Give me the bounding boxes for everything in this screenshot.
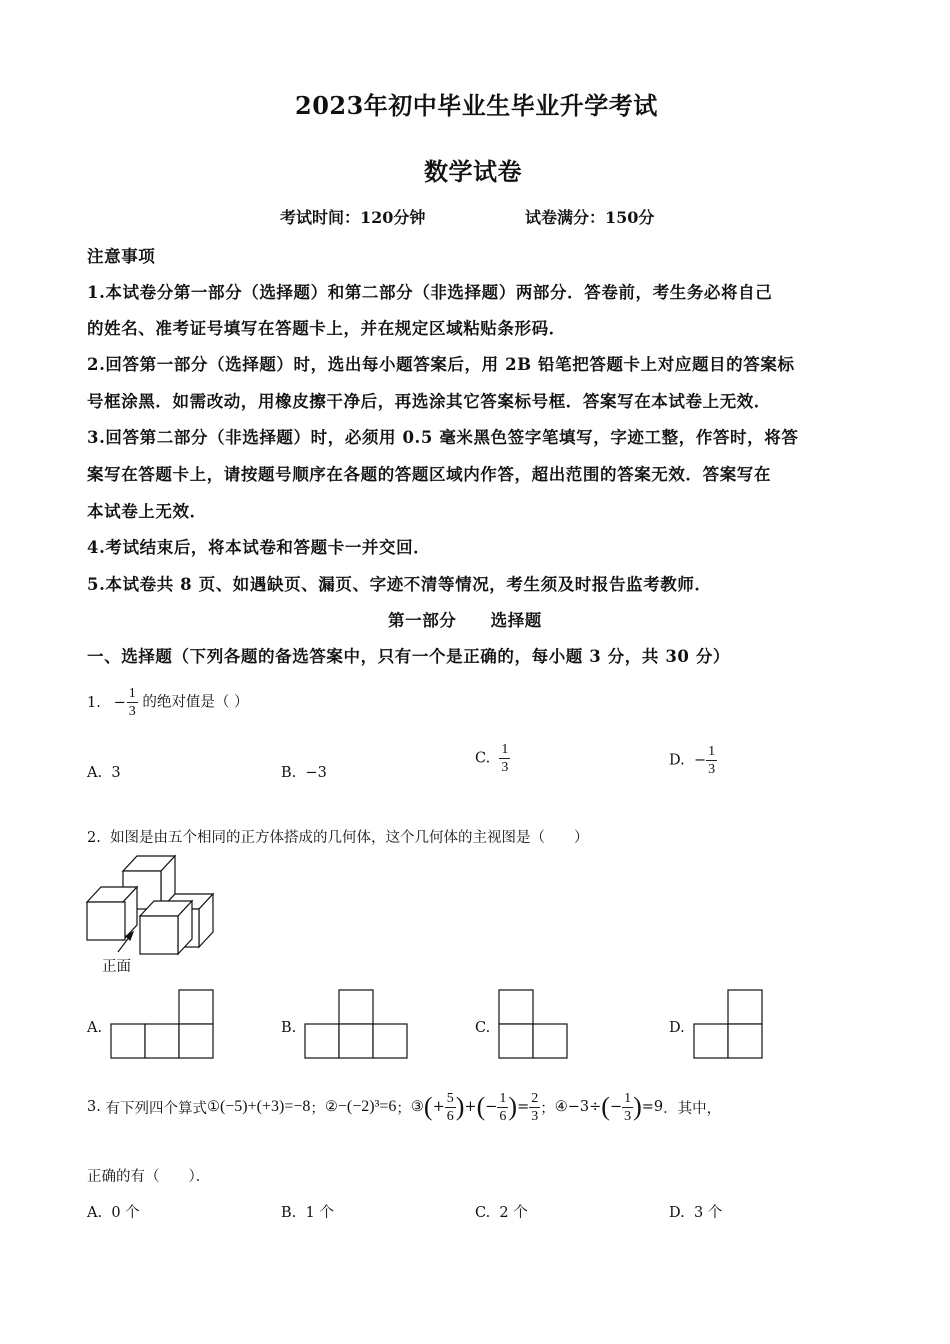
q3-option-label: A. xyxy=(87,1205,103,1221)
fraction-num: 1 xyxy=(624,1090,632,1106)
sign: + xyxy=(432,1099,445,1115)
q1-option-d xyxy=(669,744,717,777)
fraction-num: 1 xyxy=(708,744,716,759)
q1-fraction xyxy=(114,686,138,719)
q3-separator: ； xyxy=(396,1100,411,1117)
q1-option-label: A. xyxy=(87,765,103,781)
notice-heading: 注意事项 xyxy=(87,247,156,266)
section-heading: 一、选择题（下列各题的备选答案中，只有一个是正确的，每小题 3 分，共 30 分） xyxy=(87,647,731,666)
q2-front-label: 正面 xyxy=(102,959,131,975)
fraction-den: 3 xyxy=(531,1108,539,1124)
q1-option-c xyxy=(475,742,510,775)
fraction-num: 5 xyxy=(446,1090,454,1106)
q2-option-a-label: A. xyxy=(87,1020,103,1036)
fraction-num: 1 xyxy=(501,742,509,757)
exam-title: 2023年初中毕业生毕业升学考试 xyxy=(295,91,658,120)
q3-option-label: B. xyxy=(281,1205,297,1221)
q1-fraction-sign: − xyxy=(113,694,126,711)
q2-number: 2. xyxy=(87,830,101,846)
fraction-sign: − xyxy=(693,752,707,769)
q1-option-b xyxy=(281,765,327,781)
notice-line: 本试卷上无效． xyxy=(87,502,207,521)
fraction-den: 6 xyxy=(499,1108,507,1124)
q1-option-value: −3 xyxy=(305,765,327,781)
notice-line: 号框涂黑．如需改动，用橡皮擦干净后，再选涂其它答案标号框．答案写在本试卷上无效． xyxy=(87,392,771,411)
q1-option-label: B. xyxy=(281,765,297,781)
q2-cube-figure xyxy=(85,856,225,956)
fraction-den: 6 xyxy=(446,1108,454,1124)
expression-part: =9 xyxy=(641,1099,664,1115)
sign: − xyxy=(485,1099,498,1115)
notice-line: 的姓名、准考证号填写在答题卡上，并在规定区域粘贴条形码． xyxy=(87,319,566,338)
q3-option-d xyxy=(669,1201,722,1222)
q3-stem-suffix: ．其中， xyxy=(663,1100,722,1117)
q1-stem xyxy=(87,686,248,719)
q2-option-b-view xyxy=(303,988,413,1060)
q2-option-c-label: C. xyxy=(475,1020,491,1036)
notice-line: 3.回答第二部分（非选择题）时，必须用 0.5 毫米黑色签字笔填写，字迹工整，作答时，将答 xyxy=(87,428,799,447)
notice-line: 5.本试卷共 8 页、如遇缺页、漏页、字迹不清等情况，考生须及时报告监考教师． xyxy=(87,575,712,594)
q2-option-d-view xyxy=(692,988,772,1060)
q2-option-c-view xyxy=(497,988,577,1060)
q1-option-value: 3 xyxy=(111,765,121,781)
q1-option-label: D. xyxy=(669,752,685,769)
q3-option-a xyxy=(87,1201,140,1222)
q3-circle-3: ③ xyxy=(410,1099,424,1115)
expression-part: −3÷ xyxy=(567,1099,602,1115)
fraction-den: 3 xyxy=(624,1108,632,1124)
q3-circle-4: ④ xyxy=(554,1099,568,1115)
q2-option-d-label: D. xyxy=(669,1020,685,1036)
q1-option-fraction xyxy=(706,744,717,777)
q2-stem xyxy=(87,826,589,847)
exam-subtitle: 数学试卷 xyxy=(424,157,522,186)
exam-time: 考试时间：120分钟 xyxy=(280,208,426,227)
q3-separator: ； xyxy=(310,1100,325,1117)
q3-option-label: C. xyxy=(475,1205,491,1221)
q3-option-c xyxy=(475,1201,528,1222)
q3-expression-3: ( + $\frac{5}{6}$ ) + ( − $\frac{1}{6}$ ) = $\frac{2}{3}$ xyxy=(423,1090,539,1124)
q3-option-value: 0 个 xyxy=(111,1205,140,1221)
notice-line: 4.考试结束后，将本试卷和答题卡一并交回． xyxy=(87,538,431,557)
q3-stem-line2: 正确的有（ ）． xyxy=(87,1169,211,1185)
fraction-den: 3 xyxy=(501,760,509,775)
q1-option-label: C. xyxy=(475,750,491,767)
q1-number: 1. xyxy=(87,694,101,711)
q3-expression-4: −3÷ ( − $\frac{1}{3}$ ) =9 xyxy=(567,1090,664,1124)
q1-fraction-num: 1 xyxy=(128,686,136,701)
q3-expression-1: (−5)+(+3)=−8 xyxy=(219,1098,311,1115)
q3-option-label: D. xyxy=(669,1205,685,1221)
fraction-den: 3 xyxy=(708,762,716,777)
q3-option-value: 2 个 xyxy=(499,1205,528,1221)
q1-option-a xyxy=(87,765,121,781)
sign: − xyxy=(609,1099,623,1115)
exam-score: 试卷满分：150分 xyxy=(525,208,655,227)
q3-option-value: 1 个 xyxy=(305,1205,334,1221)
q2-stem-text: 如图是由五个相同的正方体搭成的几何体，这个几何体的主视图是（ ） xyxy=(110,830,589,846)
q3-stem xyxy=(87,1082,721,1132)
q3-option-b xyxy=(281,1201,334,1222)
q3-circle-1: ① xyxy=(206,1099,220,1115)
q2-option-a-view xyxy=(109,988,219,1060)
q3-expression-2: −(−2)³=6 xyxy=(337,1098,397,1115)
fraction-num: 2 xyxy=(531,1090,539,1106)
notice-line: 案写在答题卡上，请按题号顺序在各题的答题区域内作答，超出范围的答案无效．答案写在 xyxy=(87,465,771,484)
q3-stem-prefix: 有下列四个算式 xyxy=(105,1100,207,1117)
q3-option-value: 3 个 xyxy=(693,1205,723,1221)
notice-line: 1.本试卷分第一部分（选择题）和第二部分（非选择题）两部分．答卷前，考生务必将自己 xyxy=(87,283,773,302)
q2-option-b-label: B. xyxy=(281,1020,297,1036)
q1-stem-text: 的绝对值是（ ） xyxy=(142,694,249,711)
fraction-num: 1 xyxy=(499,1090,507,1106)
q3-number: 3. xyxy=(87,1099,101,1115)
q3-separator: ； xyxy=(540,1100,555,1117)
notice-line: 2.回答第一部分（选择题）时，选出每小题答案后，用 2B 铅笔把答题卡上对应题目的答案标 xyxy=(87,355,795,374)
q1-option-fraction xyxy=(499,742,510,775)
q1-fraction-den: 3 xyxy=(128,704,136,719)
part1-heading: 第一部分 选择题 xyxy=(388,611,542,630)
q3-circle-2: ② xyxy=(324,1099,338,1115)
